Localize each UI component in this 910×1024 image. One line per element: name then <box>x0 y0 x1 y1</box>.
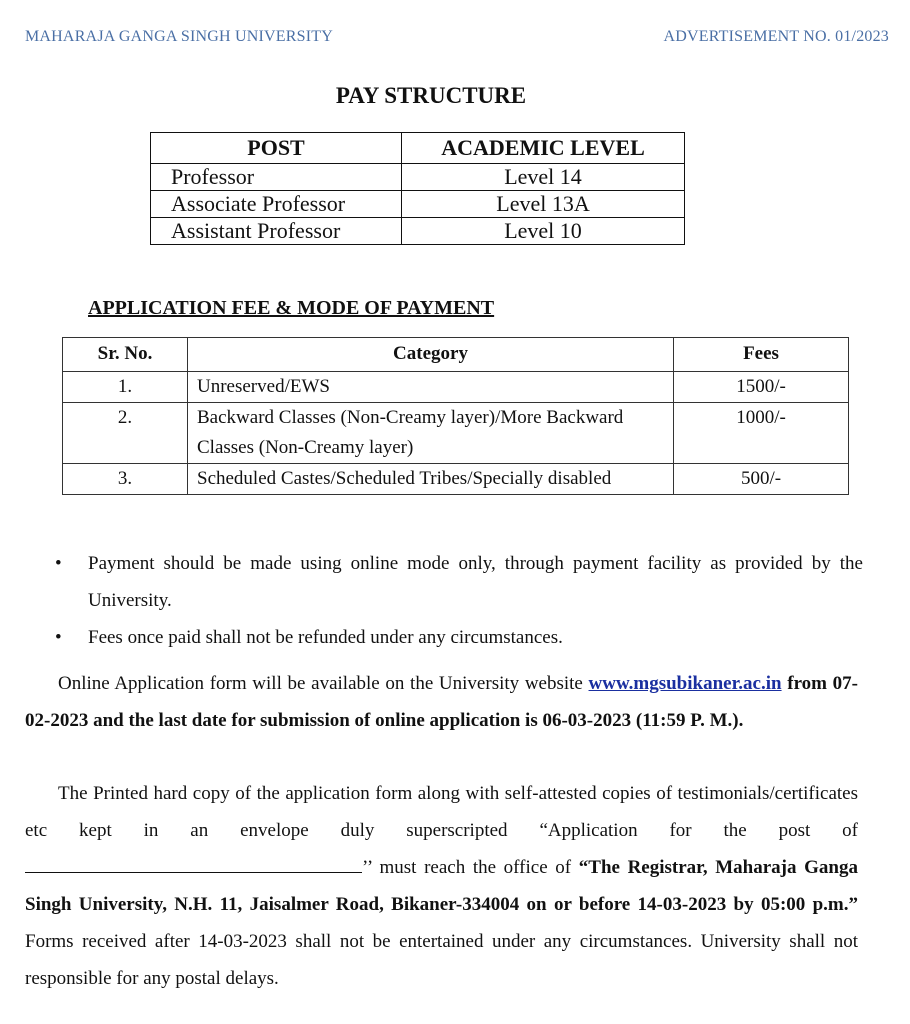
academic-level-column-header: ACADEMIC LEVEL <box>402 133 685 164</box>
bullet-icon: • <box>55 627 62 648</box>
hardcopy-text: The Printed hard copy of the application form along with self-attested copies of testimonials/certificates etc kept in an envelope duly superscripted “Application for the post of <box>25 783 858 841</box>
hard-copy-paragraph <box>25 775 858 997</box>
fees-column-header: Fees <box>674 338 849 372</box>
post-cell: Assistant Professor <box>151 218 402 245</box>
category-cell: Backward Classes (Non-Creamy layer)/More Backward Classes (Non-Creamy layer) <box>188 403 674 464</box>
online-text: Online Application form will be available on the University website <box>58 673 589 694</box>
category-cell: Unreserved/EWS <box>188 372 674 403</box>
table-row <box>63 372 849 403</box>
table-row <box>151 191 685 218</box>
level-cell: Level 14 <box>402 164 685 191</box>
bullet-icon: • <box>55 553 62 574</box>
fee-cell: 1000/- <box>674 403 849 464</box>
category-cell: Scheduled Castes/Scheduled Tribes/Specially disabled <box>188 464 674 495</box>
sr-no-cell: 2. <box>63 403 188 464</box>
pay-structure-title: PAY STRUCTURE <box>335 83 527 108</box>
table-header-row <box>63 338 849 372</box>
sr-no-column-header: Sr. No. <box>63 338 188 372</box>
post-column-header: POST <box>151 133 402 164</box>
application-fee-table <box>62 337 849 495</box>
sr-no-cell: 1. <box>63 372 188 403</box>
sr-no-cell: 3. <box>63 464 188 495</box>
note-text: Fees once paid shall not be refunded under any circumstances. <box>88 627 563 648</box>
table-row <box>151 218 685 245</box>
level-cell: Level 13A <box>402 191 685 218</box>
application-fee-heading: APPLICATION FEE & MODE OF PAYMENT <box>88 297 495 319</box>
hardcopy-text-2: ’’ must reach the office of <box>362 857 579 878</box>
table-row <box>151 164 685 191</box>
online-dates-text: from 07-02-2023 and the last date for submission of online application is 06-03-2023 (11:59 P. M.). <box>25 673 858 731</box>
fee-cell: 1500/- <box>674 372 849 403</box>
hardcopy-text-3: Forms received after 14-03-2023 shall not be entertained under any circumstances. University shall not responsible for any postal delays. <box>25 931 858 989</box>
note-text: Payment should be made using online mode only, through payment facility as provided by the University. <box>88 553 863 611</box>
table-row <box>63 403 849 464</box>
registrar-address-text: “The Registrar, Maharaja Ganga Singh University, N.H. 11, Jaisalmer Road, Bikaner-334004 on or before 14-03-2023 by 05:00 p.m.” <box>25 857 858 915</box>
level-cell: Level 10 <box>402 218 685 245</box>
online-application-paragraph <box>25 665 858 739</box>
university-website-link[interactable]: www.mgsubikaner.ac.in <box>588 673 782 694</box>
pay-structure-table <box>150 132 685 245</box>
university-name-header: MAHARAJA GANGA SINGH UNIVERSITY <box>25 28 333 45</box>
table-header-row <box>151 133 685 164</box>
post-cell: Professor <box>151 164 402 191</box>
payment-notes-list <box>55 545 863 656</box>
category-column-header: Category <box>188 338 674 372</box>
table-row <box>63 464 849 495</box>
post-cell: Associate Professor <box>151 191 402 218</box>
fee-cell: 500/- <box>674 464 849 495</box>
post-name-blank <box>25 852 362 873</box>
list-item <box>55 619 863 656</box>
advertisement-number: ADVERTISEMENT NO. 01/2023 <box>663 28 889 45</box>
list-item <box>55 545 863 619</box>
